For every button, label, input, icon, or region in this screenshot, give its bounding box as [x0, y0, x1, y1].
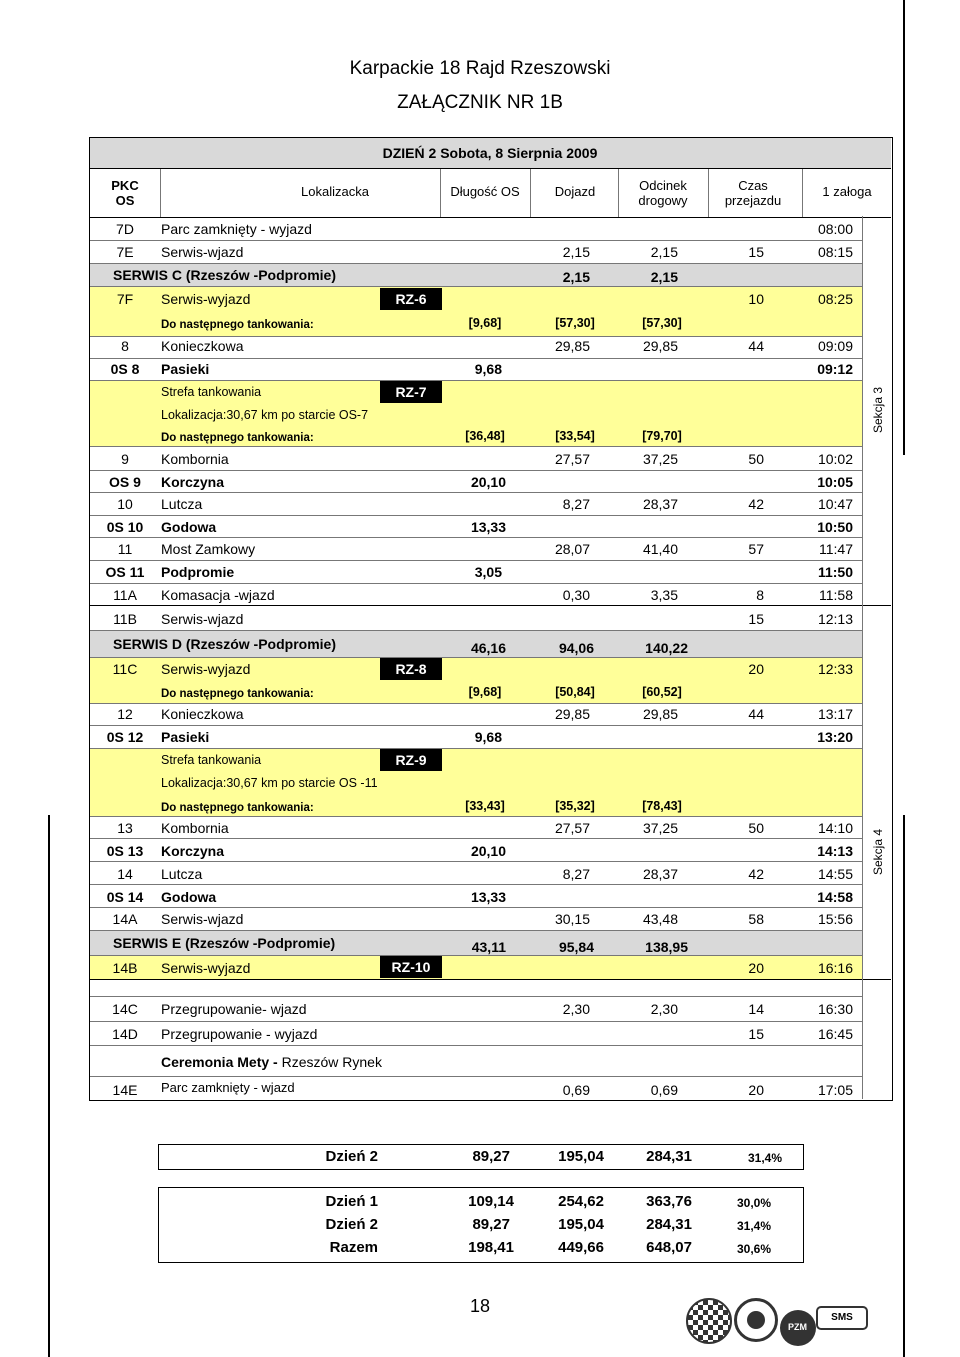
row-os: 9,68	[474, 361, 502, 377]
row-crew: 14:10	[817, 820, 853, 836]
section-3-label: Sekcja 3	[871, 386, 885, 434]
ceremony-label: Ceremonia Mety -	[161, 1054, 282, 1070]
row-time: 10	[748, 291, 764, 307]
row-code: 7F	[116, 291, 134, 307]
row-name: Konieczkowa	[161, 706, 244, 722]
row-crew: 12:13	[817, 611, 853, 627]
row-approach: 2,15	[562, 244, 590, 260]
row-approach: 27,57	[554, 820, 590, 836]
summary-day-section: 284,31	[646, 1148, 692, 1165]
refuel-approach: [35,32]	[555, 799, 595, 813]
row-crew: 09:12	[817, 361, 853, 377]
zone-label: Strefa tankowania	[161, 385, 262, 399]
row-crew: 08:00	[817, 221, 853, 237]
row-crew: 11:50	[817, 564, 853, 580]
row-name: Serwis-wjazd	[161, 611, 244, 627]
row-os: 20,10	[470, 474, 506, 490]
row-approach: 28,07	[554, 541, 590, 557]
col-location: Lokalizacka	[301, 184, 369, 199]
row-name: Godowa	[161, 519, 217, 535]
row-code: 0S 13	[106, 843, 144, 859]
summary-section: 648,07	[646, 1239, 692, 1256]
row-time: 42	[748, 866, 764, 882]
summary-os: 109,14	[468, 1193, 514, 1210]
refuel-label: Do następnego tankowania:	[161, 432, 314, 444]
summary-day-approach: 195,04	[558, 1148, 604, 1165]
row-os: 20,10	[470, 843, 506, 859]
row-code: 8	[121, 338, 129, 354]
row-approach: 2,30	[562, 1001, 590, 1017]
row-code: 14A	[112, 911, 138, 927]
row-time: 42	[748, 496, 764, 512]
row-section: 29,85	[642, 706, 678, 722]
summary-os: 89,27	[472, 1216, 510, 1233]
row-time: 14	[748, 1001, 764, 1017]
row-crew: 11:47	[819, 541, 853, 557]
row-name: Godowa	[161, 889, 217, 905]
row-approach: 8,27	[562, 866, 590, 882]
row-approach: 94,06	[558, 640, 594, 656]
summary-approach: 254,62	[558, 1193, 604, 1210]
annex-title: ZAŁĄCZNIK NR 1B	[397, 92, 563, 113]
row-time: 15	[748, 611, 764, 627]
row-approach: 95,84	[558, 939, 594, 955]
refuel-approach: [50,84]	[555, 685, 595, 699]
row-code: 0S 8	[110, 361, 140, 377]
service-name: SERWIS D (Rzeszów -Podpromie)	[113, 636, 336, 652]
row-time: 58	[748, 911, 764, 927]
row-crew: 13:20	[817, 729, 853, 745]
row-section: 0,69	[650, 1082, 678, 1098]
club-logo-icon	[734, 1298, 778, 1342]
row-code: 7E	[116, 244, 134, 260]
row-time: 8	[756, 587, 764, 603]
row-os: 46,16	[470, 640, 506, 656]
service-name: SERWIS E (Rzeszów -Podpromie)	[113, 935, 336, 951]
row-os: 13,33	[470, 519, 506, 535]
ceremony-place: Rzeszów Rynek	[281, 1054, 382, 1070]
refuel-section: [60,52]	[642, 685, 682, 699]
row-section: 29,85	[642, 338, 678, 354]
row-os: 43,11	[471, 939, 506, 955]
row-crew: 10:05	[817, 474, 853, 490]
rz-badge: RZ-6	[380, 288, 442, 310]
refuel-os: [36,48]	[465, 429, 505, 443]
rz-badge: RZ-7	[380, 381, 442, 403]
row-name: Pasieki	[161, 361, 210, 377]
refuel-label: Do następnego tankowania:	[161, 319, 314, 331]
refuel-section: [79,70]	[642, 429, 682, 443]
row-time: 20	[748, 1082, 764, 1098]
row-approach: 0,30	[562, 587, 590, 603]
row-name: Pasieki	[161, 729, 210, 745]
summary-os: 198,41	[468, 1239, 514, 1256]
zone-location: Lokalizacja:30,67 km po starcie OS -11	[161, 776, 378, 790]
row-name: Komasacja -wjazd	[161, 587, 275, 603]
summary-section: 363,76	[646, 1193, 692, 1210]
col-os-length: Długość OS	[450, 184, 520, 199]
row-code: 0S 14	[106, 889, 144, 905]
row-time: 15	[748, 1026, 764, 1042]
row-code: 11B	[113, 611, 137, 627]
row-time: 44	[748, 338, 764, 354]
day-banner	[90, 138, 891, 168]
row-section: 37,25	[642, 820, 678, 836]
rz-badge: RZ-10	[380, 956, 442, 978]
row-crew: 14:55	[817, 866, 853, 882]
row-section: 2,15	[650, 244, 678, 260]
rally-logo-icon	[686, 1298, 732, 1344]
row-code: OS 9	[109, 474, 141, 490]
summary-pct: 31,4%	[736, 1219, 772, 1233]
row-name: Przegrupowanie - wyjazd	[161, 1026, 318, 1042]
row-section: 2,30	[650, 1001, 678, 1017]
row-code: 14D	[112, 1026, 138, 1042]
rz-badge: RZ-8	[380, 658, 442, 680]
row-code: 0S 12	[106, 729, 144, 745]
summary-day-os: 89,27	[472, 1148, 510, 1165]
row-crew: 10:02	[817, 451, 853, 467]
summary-day-pct: 31,4%	[747, 1151, 783, 1165]
summary-pct: 30,0%	[736, 1196, 772, 1210]
refuel-section: [57,30]	[642, 316, 682, 330]
row-name: Parc zamknięty - wyjazd	[161, 221, 312, 237]
row-crew: 14:13	[817, 843, 853, 859]
summary-label: Razem	[329, 1239, 378, 1256]
row-name: Korczyna	[161, 474, 225, 490]
row-crew: 17:05	[817, 1082, 853, 1098]
row-name: Lutcza	[161, 496, 203, 512]
row-time: 50	[748, 820, 764, 836]
row-code: 9	[121, 451, 129, 467]
row-section: 3,35	[650, 587, 678, 603]
row-approach: 0,69	[562, 1082, 590, 1098]
row-name: Serwis-wyjazd	[161, 291, 251, 307]
row-crew: 12:33	[817, 661, 853, 677]
row-crew: 09:09	[817, 338, 853, 354]
row-code: 11A	[113, 587, 137, 603]
summary-pct: 30,6%	[736, 1242, 772, 1256]
col-section-2: drogowy	[638, 193, 688, 208]
ceremony-row	[161, 1053, 382, 1071]
refuel-label: Do następnego tankowania:	[161, 688, 314, 700]
row-crew: 16:16	[817, 960, 853, 976]
row-time: 15	[748, 244, 764, 260]
row-os: 9,68	[474, 729, 502, 745]
row-code: 14B	[112, 960, 138, 976]
row-name: Serwis-wyjazd	[161, 960, 251, 976]
left-border-line	[48, 815, 50, 1357]
refuel-label: Do następnego tankowania:	[161, 802, 314, 814]
pzm-logo-icon: PZM	[780, 1310, 816, 1346]
row-section: 28,37	[642, 496, 678, 512]
row-code: 11C	[112, 661, 138, 677]
row-time: 57	[748, 541, 764, 557]
refuel-approach: [33,54]	[555, 429, 595, 443]
summary-approach: 195,04	[558, 1216, 604, 1233]
col-pkc-1: PKC	[111, 178, 139, 193]
zone-location: Lokalizacja:30,67 km po starcie OS-7	[161, 408, 369, 422]
col-pkc-2: OS	[115, 193, 135, 208]
row-code: 12	[117, 706, 133, 722]
row-code: 13	[117, 820, 133, 836]
row-approach: 2,15	[562, 269, 590, 285]
row-name: Kombornia	[161, 820, 229, 836]
row-name: Konieczkowa	[161, 338, 244, 354]
row-code: 11	[117, 541, 133, 557]
row-approach: 29,85	[554, 338, 590, 354]
col-crew: 1 załoga	[822, 184, 872, 199]
row-crew: 14:58	[817, 889, 853, 905]
row-crew: 15:56	[817, 911, 853, 927]
row-os: 3,05	[474, 564, 502, 580]
sponsor-logo-icon: SMS	[816, 1306, 868, 1330]
row-crew: 16:45	[817, 1026, 853, 1042]
row-time: 20	[748, 960, 764, 976]
column-header	[90, 168, 891, 218]
refuel-section: [78,43]	[642, 799, 682, 813]
summary-label: Dzień 2	[325, 1216, 378, 1233]
day-banner-text: DZIEŃ 2 Sobota, 8 Sierpnia 2009	[382, 145, 598, 161]
row-crew: 10:50	[817, 519, 853, 535]
row-section: 43,48	[642, 911, 678, 927]
refuel-os: [9,68]	[468, 685, 502, 699]
row-crew: 13:17	[817, 706, 853, 722]
col-time-1: Czas	[738, 178, 768, 193]
row-name: Most Zamkowy	[161, 541, 256, 557]
summary-approach: 449,66	[558, 1239, 604, 1256]
summary-day-label: Dzień 2	[325, 1148, 378, 1165]
row-name: Korczyna	[161, 843, 225, 859]
page-number: 18	[469, 1296, 491, 1316]
service-name: SERWIS C (Rzeszów -Podpromie)	[113, 267, 336, 283]
row-approach: 8,27	[562, 496, 590, 512]
row-time: 44	[748, 706, 764, 722]
row-time: 50	[748, 451, 764, 467]
row-section: 140,22	[645, 640, 688, 656]
row-name: Serwis-wjazd	[161, 911, 244, 927]
row-code: 14E	[112, 1082, 138, 1098]
summary-section: 284,31	[646, 1216, 692, 1233]
row-name: Parc zamknięty - wjazd	[161, 1080, 295, 1095]
row-os: 13,33	[470, 889, 506, 905]
row-name: Lutcza	[161, 866, 203, 882]
col-section-1: Odcinek	[639, 178, 687, 193]
row-code: OS 11	[105, 564, 145, 580]
row-code: 14	[117, 866, 133, 882]
rally-title: Karpackie 18 Rajd Rzeszowski	[349, 58, 611, 79]
section-4-label: Sekcja 4	[871, 828, 885, 876]
row-code: 10	[117, 496, 133, 512]
row-name: Kombornia	[161, 451, 229, 467]
row-code: 0S 10	[106, 519, 144, 535]
zone-label: Strefa tankowania	[161, 753, 262, 767]
row-crew: 08:25	[817, 291, 853, 307]
row-section: 41,40	[642, 541, 678, 557]
refuel-os: [9,68]	[468, 316, 502, 330]
right-border-line-lower	[903, 815, 905, 1357]
rz-badge: RZ-9	[380, 749, 442, 771]
row-section: 138,95	[645, 939, 688, 955]
row-approach: 30,15	[554, 911, 590, 927]
row-crew: 08:15	[817, 244, 853, 260]
row-code: 14C	[112, 1001, 138, 1017]
row-section: 28,37	[642, 866, 678, 882]
row-name: Przegrupowanie- wjazd	[161, 1001, 307, 1017]
col-approach: Dojazd	[554, 184, 596, 199]
row-crew: 11:58	[819, 587, 853, 603]
col-time-2: przejazdu	[724, 193, 782, 208]
row-code: 7D	[116, 221, 134, 237]
row-approach: 29,85	[554, 706, 590, 722]
row-time: 20	[748, 661, 764, 677]
row-section: 37,25	[642, 451, 678, 467]
summary-label: Dzień 1	[325, 1193, 378, 1210]
row-name: Serwis-wyjazd	[161, 661, 251, 677]
refuel-approach: [57,30]	[555, 316, 595, 330]
row-name: Podpromie	[161, 564, 235, 580]
row-approach: 27,57	[554, 451, 590, 467]
row-crew: 10:47	[817, 496, 853, 512]
row-name: Serwis-wjazd	[161, 244, 244, 260]
row-crew: 16:30	[817, 1001, 853, 1017]
refuel-os: [33,43]	[465, 799, 505, 813]
row-section: 2,15	[650, 269, 678, 285]
